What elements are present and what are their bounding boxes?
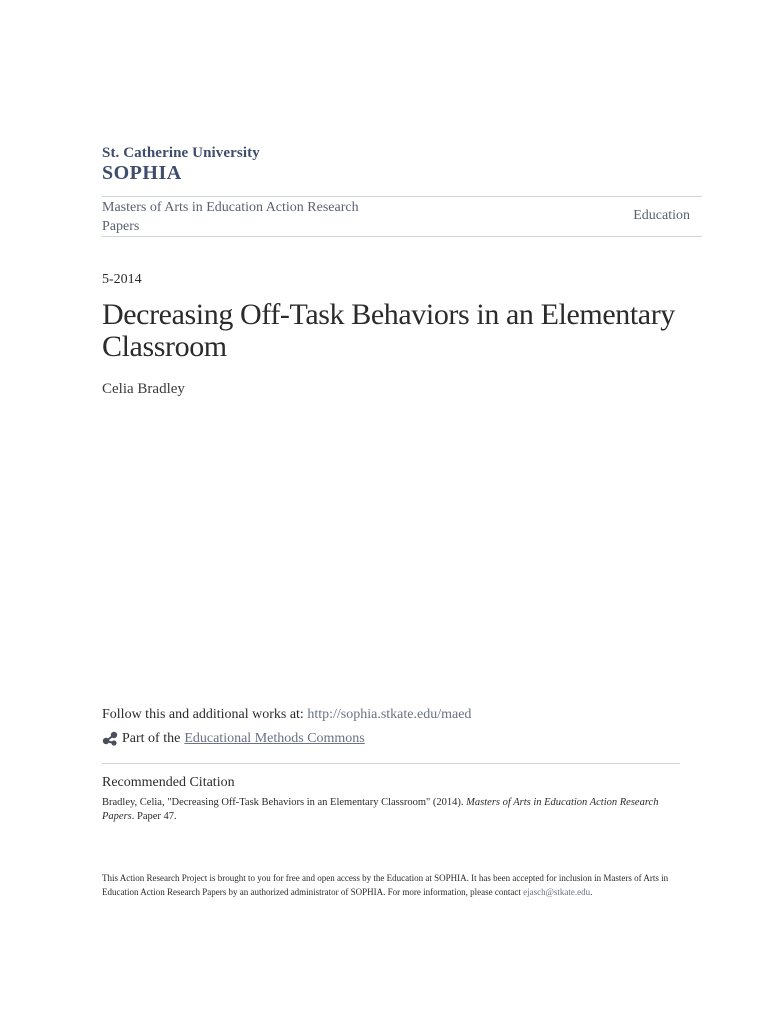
- network-icon: [102, 730, 119, 747]
- part-of-label: Part of the: [122, 730, 181, 746]
- publication-date: 5-2014: [102, 272, 142, 287]
- citation-text: [102, 796, 662, 824]
- part-of-line: [102, 730, 365, 747]
- follow-line: [102, 707, 471, 723]
- citation-series: Masters of Arts in Education Action Research Papers: [102, 797, 659, 822]
- disclaimer-body: This Action Research Project is brought to you for free and open access by the Education at SOPHIA. It has been accepted for inclusion in Masters of Arts in Education Action Research Papers by an authorized administrator of SOPHIA. For more information, please contact: [102, 873, 669, 897]
- repository-name[interactable]: SOPHIA: [102, 162, 182, 184]
- citation-heading: Recommended Citation: [102, 775, 235, 790]
- follow-label: Follow this and additional works at:: [102, 707, 304, 722]
- series-name[interactable]: Masters of Arts in Education Action Research Papers: [102, 200, 359, 234]
- follow-link[interactable]: http://sophia.stkate.edu/maed: [307, 707, 472, 722]
- author-name: Celia Bradley: [102, 381, 185, 397]
- disclaimer-text: [102, 871, 677, 899]
- paper-title: Decreasing Off-Task Behaviors in an Elementary Classroom: [102, 298, 675, 363]
- header-rule-bottom: [102, 236, 702, 237]
- department-name[interactable]: Education: [633, 208, 690, 223]
- institution-name: St. Catherine University: [102, 145, 260, 161]
- contact-email-link[interactable]: ejasch@stkate.edu: [523, 887, 591, 897]
- citation-rule: [102, 763, 680, 764]
- commons-link[interactable]: Educational Methods Commons: [184, 730, 365, 746]
- header-rule-top: [102, 196, 702, 197]
- citation-plain: Bradley, Celia, "Decreasing Off-Task Behaviors in an Elementary Classroom" (2014).: [102, 797, 464, 808]
- citation-paper-number: . Paper 47.: [131, 811, 177, 822]
- disclaimer-end: .: [590, 887, 593, 897]
